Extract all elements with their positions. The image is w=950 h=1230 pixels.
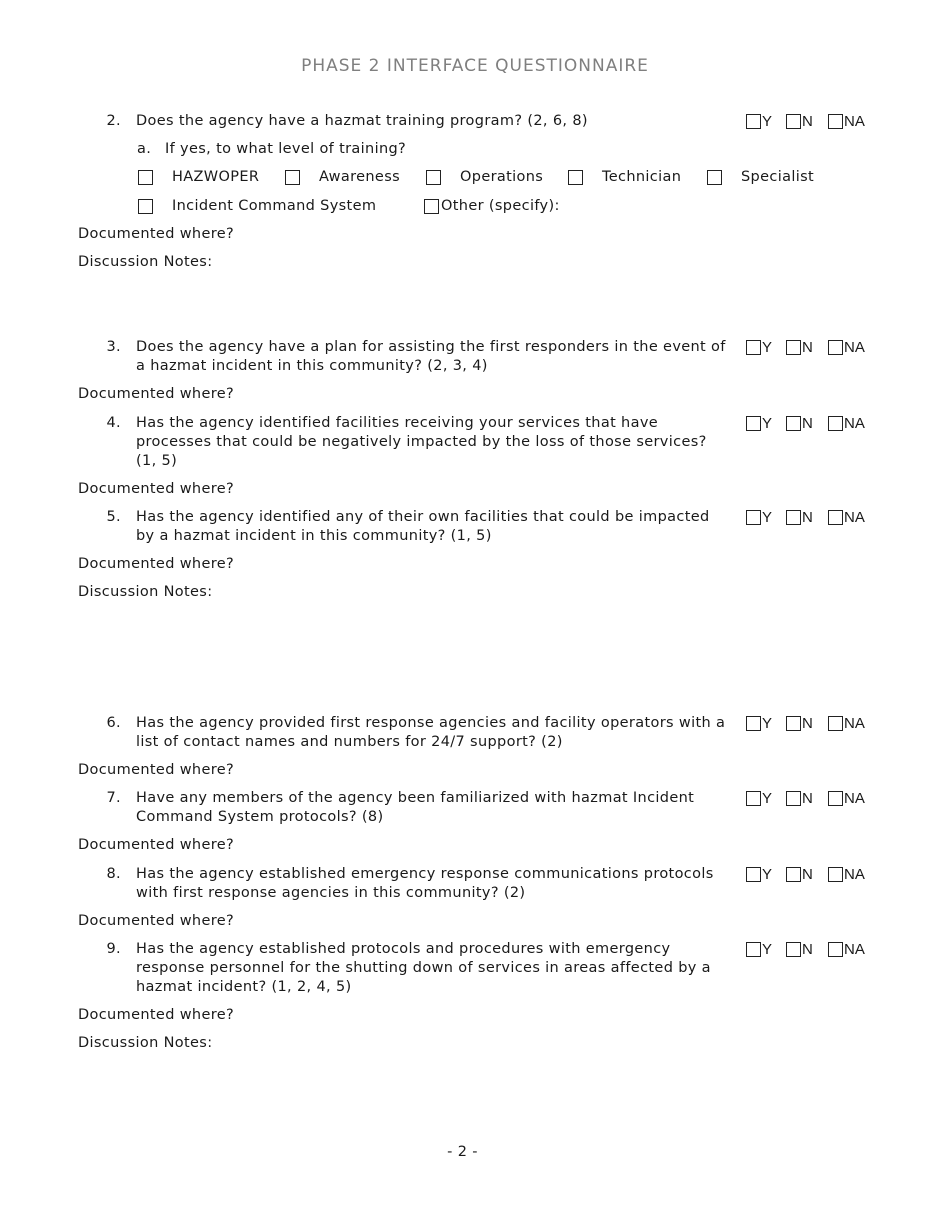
yes-checkbox[interactable]	[746, 416, 761, 431]
no-label: N	[802, 941, 813, 958]
operations-label: Operations	[460, 169, 544, 185]
documented-where-label: Documented where?	[78, 556, 235, 572]
question-number: 8.	[106, 866, 121, 882]
yes-no-na-group	[746, 338, 876, 357]
question-number: 7.	[106, 790, 121, 806]
na-checkbox[interactable]	[828, 867, 843, 882]
na-label: NA	[844, 941, 865, 958]
question-text: Has the agency established protocols and procedures with emergency response personnel for the shutting down of services in areas affected by a hazmat incident? (1, 2, 4, 5)	[136, 941, 711, 995]
question-number: 2.	[106, 113, 121, 129]
question-text: Has the agency provided first response agencies and facility operators with a list of contact names and numbers for 24/7 support? (2)	[136, 715, 726, 750]
question-text: Does the agency have a plan for assisting the first responders in the event of a hazmat incident in this community? (2, 3, 4)	[136, 339, 726, 374]
yes-checkbox[interactable]	[746, 510, 761, 525]
technician-checkbox[interactable]	[568, 170, 583, 185]
yes-label: Y	[762, 941, 773, 958]
discussion-notes-label: Discussion Notes:	[78, 254, 213, 270]
yes-label: Y	[762, 509, 773, 526]
na-label: NA	[844, 415, 865, 432]
na-checkbox[interactable]	[828, 716, 843, 731]
na-label: NA	[844, 113, 865, 130]
na-label: NA	[844, 509, 865, 526]
documented-where-label: Documented where?	[78, 1007, 235, 1023]
documented-where-label: Documented where?	[78, 762, 235, 778]
no-label: N	[802, 790, 813, 807]
specialist-checkbox[interactable]	[707, 170, 722, 185]
no-label: N	[802, 866, 813, 883]
question-text: Does the agency have a hazmat training program? (2, 6, 8)	[136, 113, 588, 129]
question-text: Has the agency identified any of their own facilities that could be impacted by a hazmat incident in this community? (1, 5)	[136, 509, 710, 544]
hazwoper-checkbox[interactable]	[138, 170, 153, 185]
yes-no-na-group	[746, 508, 876, 527]
sub-question-text: If yes, to what level of training?	[165, 141, 407, 157]
no-checkbox[interactable]	[786, 942, 801, 957]
na-label: NA	[844, 339, 865, 356]
discussion-notes-label: Discussion Notes:	[78, 584, 213, 600]
yes-no-na-group	[746, 789, 876, 808]
no-label: N	[802, 339, 813, 356]
yes-label: Y	[762, 415, 773, 432]
na-checkbox[interactable]	[828, 340, 843, 355]
yes-no-na-group	[746, 414, 876, 433]
na-checkbox[interactable]	[828, 416, 843, 431]
na-checkbox[interactable]	[828, 114, 843, 129]
documented-where-label: Documented where?	[78, 226, 235, 242]
question-text: Has the agency identified facilities receiving your services that have processes that could be negatively impacted by the loss of those services? (1, 5)	[136, 415, 707, 469]
question-text: Have any members of the agency been familiarized with hazmat Incident Command System protocols? (8)	[136, 790, 695, 825]
yes-label: Y	[762, 339, 773, 356]
page-title: PHASE 2 INTERFACE QUESTIONNAIRE	[301, 56, 649, 76]
yes-label: Y	[762, 790, 773, 807]
na-label: NA	[844, 866, 865, 883]
yes-checkbox[interactable]	[746, 716, 761, 731]
awareness-label: Awareness	[319, 169, 401, 185]
yes-label: Y	[762, 715, 773, 732]
na-label: NA	[844, 715, 865, 732]
documented-where-label: Documented where?	[78, 913, 235, 929]
question-number: 4.	[106, 415, 121, 431]
no-checkbox[interactable]	[786, 867, 801, 882]
na-checkbox[interactable]	[828, 942, 843, 957]
sub-question-letter: a.	[137, 141, 152, 157]
na-checkbox[interactable]	[828, 791, 843, 806]
technician-label: Technician	[602, 169, 682, 185]
na-checkbox[interactable]	[828, 510, 843, 525]
yes-checkbox[interactable]	[746, 340, 761, 355]
no-checkbox[interactable]	[786, 416, 801, 431]
documented-where-label: Documented where?	[78, 481, 235, 497]
ics-checkbox[interactable]	[138, 199, 153, 214]
no-checkbox[interactable]	[786, 114, 801, 129]
page-number: - 2 -	[447, 1144, 478, 1160]
other-label: Other (specify):	[441, 198, 560, 214]
yes-checkbox[interactable]	[746, 114, 761, 129]
no-checkbox[interactable]	[786, 340, 801, 355]
no-checkbox[interactable]	[786, 791, 801, 806]
question-number: 9.	[106, 941, 121, 957]
question-number: 3.	[106, 339, 121, 355]
awareness-checkbox[interactable]	[285, 170, 300, 185]
question-number: 6.	[106, 715, 121, 731]
yes-label: Y	[762, 866, 773, 883]
hazwoper-label: HAZWOPER	[172, 169, 260, 185]
yes-checkbox[interactable]	[746, 942, 761, 957]
yes-checkbox[interactable]	[746, 867, 761, 882]
ics-label: Incident Command System	[172, 198, 377, 214]
yes-label: Y	[762, 113, 773, 130]
no-label: N	[802, 715, 813, 732]
no-checkbox[interactable]	[786, 716, 801, 731]
no-label: N	[802, 113, 813, 130]
yes-no-na-group	[746, 714, 876, 733]
operations-checkbox[interactable]	[426, 170, 441, 185]
discussion-notes-label: Discussion Notes:	[78, 1035, 213, 1051]
yes-no-na-group	[746, 865, 876, 884]
other-checkbox[interactable]	[424, 199, 439, 214]
no-label: N	[802, 415, 813, 432]
yes-no-na-group	[746, 940, 876, 959]
question-number: 5.	[106, 509, 121, 525]
question-text: Has the agency established emergency response communications protocols with first response agencies in this community? (2)	[136, 866, 714, 901]
no-checkbox[interactable]	[786, 510, 801, 525]
na-label: NA	[844, 790, 865, 807]
yes-no-na-group	[746, 112, 876, 131]
yes-checkbox[interactable]	[746, 791, 761, 806]
specialist-label: Specialist	[741, 169, 815, 185]
documented-where-label: Documented where?	[78, 837, 235, 853]
documented-where-label: Documented where?	[78, 386, 235, 402]
no-label: N	[802, 509, 813, 526]
